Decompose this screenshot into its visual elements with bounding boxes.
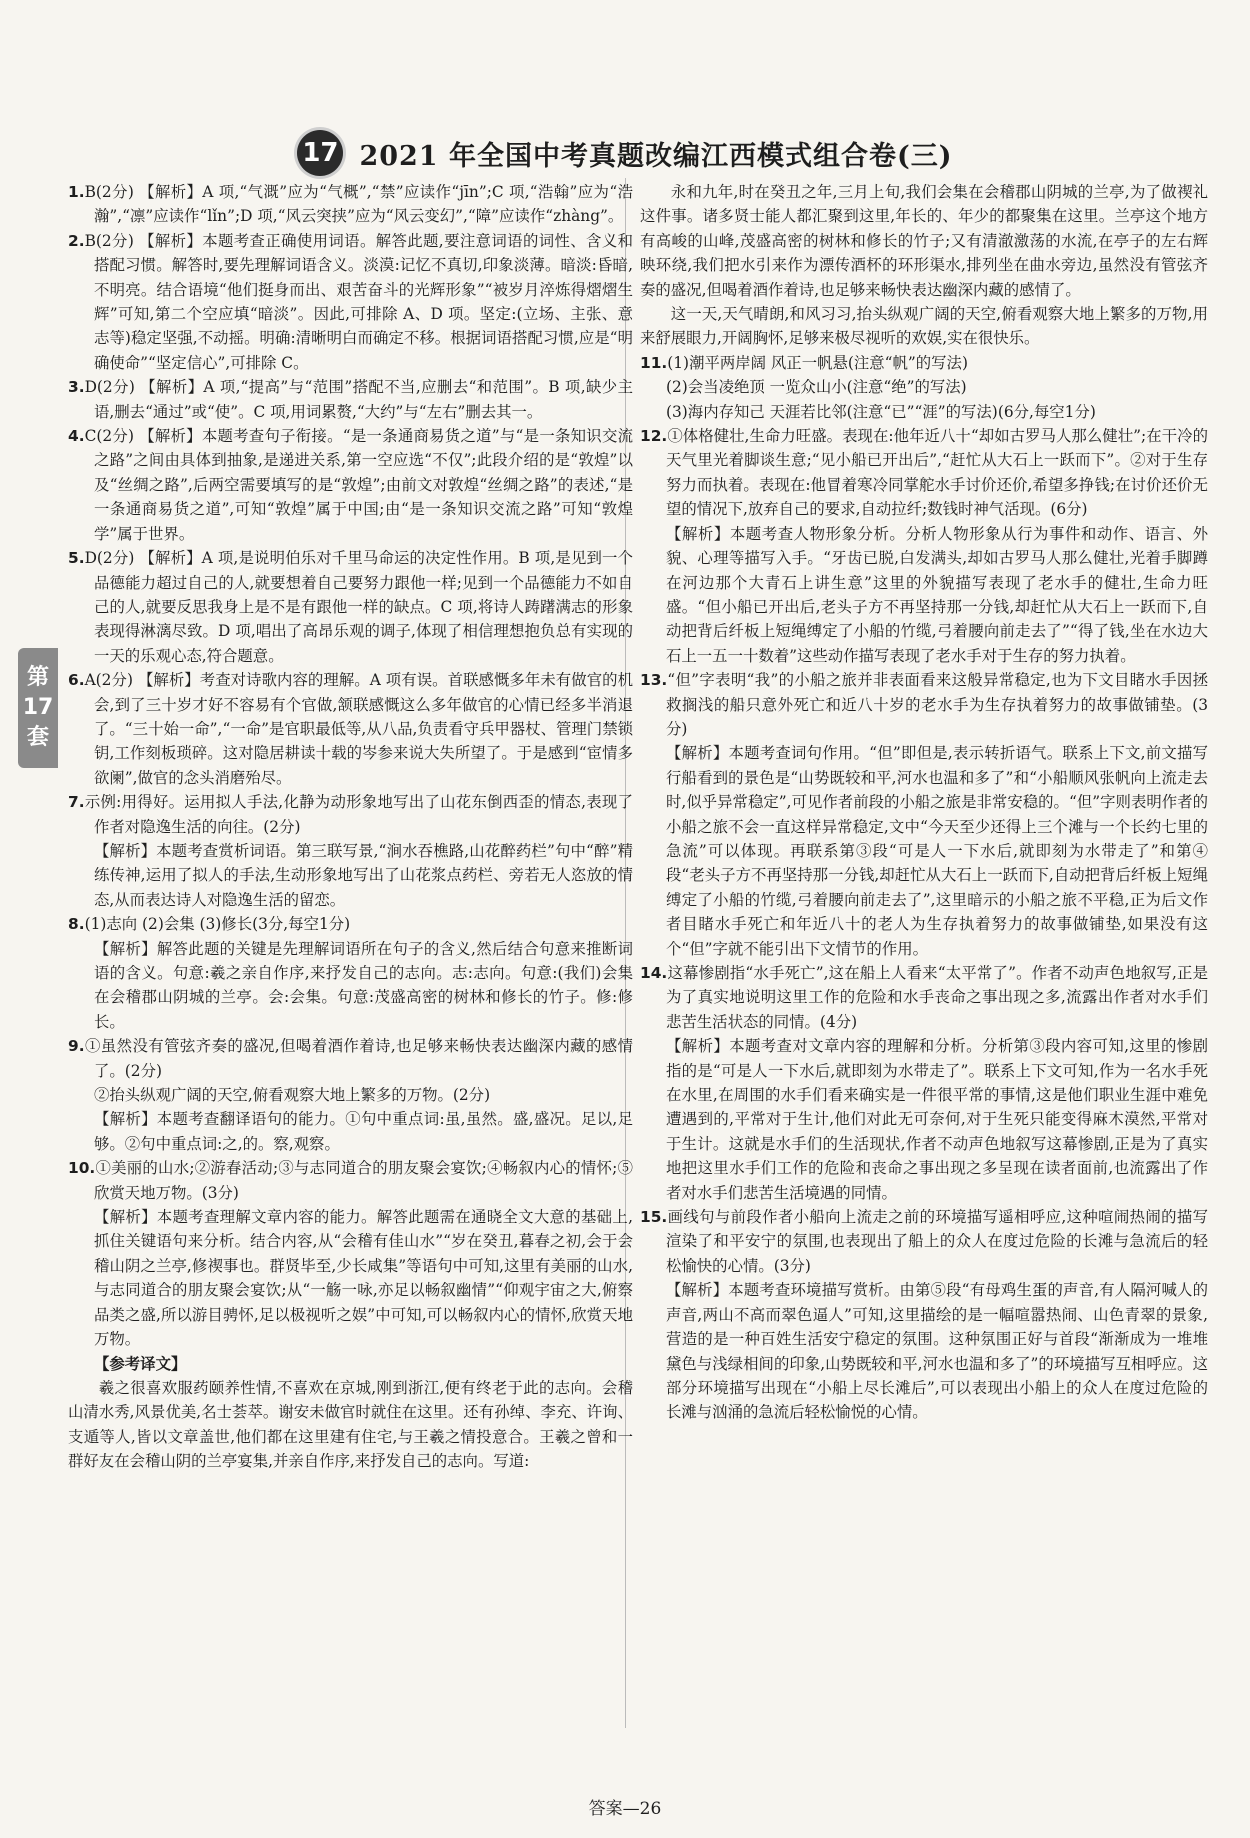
analysis-text: 【解析】本题考查人物形象分析。分析人物形象从行为事件和动作、语言、外貌、心理等描写入手。“牙齿已脱,白发满头,却如古罗马人那么健壮,光着手脚蹲在河边那个大青石上讲生意”这里的外貌描写表现了老水手的健壮,生命力旺盛。“但小船已开出后,老头子方不再坚持那一分钱,却赶忙从大石上一跃而下,自动把背后纤板上短绳缚定了小船的竹缆,弓着腰向前走去了”“得了钱,坐在水边大石上一五一十数着”这些动作描写表现了老水手对于生存的努力执着。: [666, 524, 1208, 665]
answer-item: [68, 229, 633, 375]
side-tab-text-1: 第: [26, 665, 49, 690]
set-number-badge: 17: [297, 130, 343, 176]
page-number: 答案—26: [588, 1799, 662, 1819]
analysis-text: 【解析】本题考查理解文章内容的能力。解答此题需在通晓全文大意的基础上,抓住关键语句来分析。结合内容,从“会稽有佳山水”“岁在癸丑,暮春之初,会于会稽山阴之兰亭,修禊事也。群贤毕至,少长咸集”等语句中可知,这里有美丽的山水,与志同道合的朋友聚会宴饮;从“一觞一咏,亦足以畅叙幽情”“仰观宇宙之大,俯察品类之盛,所以游目骋怀,足以极视听之娱”中可知,可以畅叙内心的情怀,欣赏天地万物。: [94, 1208, 633, 1349]
answer-item: [640, 1205, 1208, 1278]
side-tab-text-3: 套: [26, 725, 49, 750]
translation-paragraph: 羲之很喜欢服药颐养性情,不喜欢在京城,刚到浙江,便有终老于此的志向。会稽山清水秀,风景优美,名士荟萃。谢安未做官时就住在这里。还有孙绰、李充、许询、支遁等人,皆以文章盖世,他们都在这里建有住宅,与王羲之情投意合。王羲之曾和一群好友在会稽山阴的兰亭宴集,并亲自作序,来抒发自己的志向。写道:: [68, 1378, 633, 1471]
answer-item: [68, 546, 633, 668]
answer-text: C(2分) 【解析】本题考查句子衔接。“是一条通商易货之道”与“是一条知识交流之路”之间由具体到抽象,是递进关系,第一空应选“不仅”;此段介绍的是“敦煌”以及“丝绸之路”,后两空需要填写的是“敦煌”;由前文对敦煌“丝绸之路”的表述,“是一条通商易货之道”,可知“敦煌”属于中国;由“是一条知识交流之路”可知“敦煌学”属于世界。: [84, 427, 633, 543]
question-number: 8.: [68, 915, 85, 934]
analysis-text: 【解析】本题考查词句作用。“但”即但是,表示转折语气。联系上下文,前文描写行船看到的景色是“山势既较和平,河水也温和多了”和“小船顺风张帆向上流走去时,似乎异常稳定”,可见作者前段的小船之旅是非常安稳的。“但”字则表明作者的小船之旅不会一直这样异常稳定,文中“今天至少还得上三个滩与一个长约七里的急流”可以体现。再联系第③段“可是人一下水后,就即刻为水带走了”和第④段“老头子方不再坚持那一分钱,却赶忙从大石上一跃而下,自动把背后纤板上短绳缚定了小船的竹缆,弓着腰向前走去了”,这里暗示的小船之旅不平稳,正为后文作者目睹水手死亡和年近八十的老人为生存执着努力的故事做铺垫,如果没有这个“但”字就不能引出下文情节的作用。: [666, 744, 1208, 958]
answer-item: [68, 912, 633, 936]
question-number: 3.: [68, 378, 85, 397]
page-header: [0, 128, 1250, 178]
left-column: [68, 180, 633, 1474]
set-side-tab: [18, 648, 58, 768]
question-number: 4.: [68, 427, 85, 446]
question-number: 6.: [68, 671, 85, 690]
answer-text: (1)志向 (2)会集 (3)修长(3分,每空1分): [84, 915, 351, 934]
translation-paragraph: 永和九年,时在癸丑之年,三月上旬,我们会集在会稽郡山阴城的兰亭,为了做禊礼这件事。诸多贤士能人都汇聚到这里,年长的、年少的都聚集在这里。兰亭这个地方有高峻的山峰,茂盛高密的树林和修长的竹子;又有清澈激荡的水流,在亭子的左右辉映环绕,我们把水引来作为漂传酒杯的环形渠水,排列坐在曲水旁边,虽然没有管弦齐奏的盛况,但喝着酒作着诗,也足够来畅快表达幽深内藏的感情了。: [640, 183, 1208, 299]
analysis-text: (3)海内存知己 天涯若比邻(注意“已”“涯”的写法)(6分,每空1分): [666, 402, 1096, 421]
answer-item: [68, 1156, 633, 1205]
answer-text: A(2分) 【解析】考查对诗歌内容的理解。A 项有误。首联感慨多年未有做官的机会,到了三十岁才好不容易有个官做,颔联感慨这么多年做官的心情已经多半消退了。“三十始一命”,“一命”是官职最低等,从八品,负责看守兵甲器杖、管理门禁锁钥,工作刻板琐碎。这对隐居耕读十载的岑参来说大失所望了。于是感到“宦情多欲阑”,做官的念头消磨殆尽。: [84, 671, 633, 787]
question-number: 2.: [68, 231, 85, 250]
question-number: 10.: [68, 1159, 96, 1178]
question-number: 1.: [68, 183, 85, 201]
right-column: [640, 180, 1208, 1425]
analysis-text: (2)会当凌绝顶 一览众山小(注意“绝”的写法): [666, 378, 967, 397]
answer-text: ①虽然没有管弦齐奏的盛况,但喝着酒作着诗,也足够来畅快表达幽深内藏的感情了。(2分): [84, 1037, 633, 1080]
analysis-text: 【解析】解答此题的关键是先理解词语所在句子的含义,然后结合句意来推断词语的含义。句意:羲之亲自作序,来抒发自己的志向。志:志向。句意:(我们)会集在会稽郡山阴城的兰亭。会:会集。句意:茂盛高密的树林和修长的竹子。修:修长。: [94, 939, 633, 1031]
answer-text: B(2分) 【解析】A 项,“气溉”应为“气概”,“禁”应读作“jīn”;C 项,“浩翰”应为“浩瀚”,“凛”应读作“lǐn”;D 项,“风云突挟”应为“风云变幻”,“障”应读作“zhàng”。: [84, 183, 633, 226]
answer-text: (1)潮平两岸阔 风正一帆悬(注意“帆”的写法): [667, 353, 968, 372]
answer-item: [640, 351, 1208, 375]
answer-text: D(2分) 【解析】A 项,“提高”与“范围”搭配不当,应删去“和范围”。B 项,缺少主语,删去“通过”或“使”。C 项,用词累赘,“大约”与“左右”删去其一。: [84, 378, 633, 421]
question-number: 5.: [68, 549, 85, 568]
section-label: 【参考译文】: [94, 1354, 187, 1373]
question-number: 7.: [68, 793, 85, 812]
answer-item: [68, 790, 633, 839]
question-number: 15.: [640, 1208, 668, 1227]
question-number: 14.: [640, 964, 668, 982]
answer-text: 这幕惨剧指“水手死亡”,这在船上人看来“太平常了”。作者不动声色地叙写,正是为了真实地说明这里工作的危险和水手丧命之事出现之多,流露出作者对水手们悲苦生活状态的同情。(4分): [666, 964, 1208, 1031]
answer-text: 示例:用得好。运用拟人手法,化静为动形象地写出了山花东倒西歪的情态,表现了作者对隐逸生活的向往。(2分): [84, 793, 633, 836]
answer-item: [68, 668, 633, 790]
question-number: 12.: [640, 427, 668, 446]
translation-paragraph: 这一天,天气晴朗,和风习习,抬头纵观广阔的天空,俯看观察大地上繁多的万物,用来舒展眼力,开阔胸怀,足够来极尽视听的欢娱,实在很快乐。: [640, 305, 1208, 348]
answer-text: ①体格健壮,生命力旺盛。表现在:他年近八十“却如古罗马人那么健壮”;在干冷的天气里光着脚谈生意;“见小船已开出后”,“赶忙从大石上一跃而下”。②对于生存努力而执着。表现在:他冒着寒冷同掌舵水手讨价还价,希望多挣钱;在讨价还价无望的情况下,放弃自己的要求,自动拉纤;数钱时神气活现。(6分): [666, 427, 1208, 519]
answer-item: [68, 1034, 633, 1083]
analysis-text: 【解析】本题考查翻译语句的能力。①句中重点词:虽,虽然。盛,盛况。足以,足够。②句中重点词:之,的。察,观察。: [94, 1110, 633, 1153]
question-number: 9.: [68, 1037, 85, 1056]
answer-text: D(2分) 【解析】A 项,是说明伯乐对千里马命运的决定性作用。B 项,是见到一个品德能力超过自己的人,就要想着自己要努力跟他一样;见到一个品德能力不如自己的人,就要反思我身上是不是有跟他一样的缺点。C 项,将诗人踌躇满志的形象表现得淋漓尽致。D 项,唱出了高昂乐观的调子,体现了相信理想抱负总有实现的一天的乐观心态,符合题意。: [84, 549, 633, 665]
answer-text: B(2分) 【解析】本题考查正确使用词语。解答此题,要注意词语的词性、含义和搭配习惯。解答时,要先理解词语含义。淡漠:记忆不真切,印象淡薄。暗淡:昏暗,不明亮。结合语境“他们挺身而出、艰苦奋斗的光辉形象”“被岁月淬炼得熠熠生辉”可知,第二个空应填“暗淡”。因此,可排除 A、D 项。坚定:(立场、主张、意志等)稳定坚强,不动摇。明确:清晰明白而确定不移。根据词语搭配习惯,应是“明确使命”“坚定信心”,可排除 C。: [84, 231, 633, 372]
answer-text: ①美丽的山水;②游春活动;③与志同道合的朋友聚会宴饮;④畅叙内心的情怀;⑤欣赏天地万物。(3分): [94, 1159, 633, 1202]
answer-text: “但”字表明“我”的小船之旅并非表面看来这般异常稳定,也为下文目睹水手因拯救搁浅的船只意外死亡和近八十岁的老水手为生存执着努力的故事做铺垫。(3分): [666, 671, 1208, 738]
answer-item: [68, 180, 633, 229]
analysis-text: 【解析】本题考查对文章内容的理解和分析。分析第③段内容可知,这里的惨剧指的是“可是人一下水后,就即刻为水带走了”。联系上下文可知,作为一名水手死在水里,在周围的水手们看来确实是一件很平常的事情,这是他们职业生涯中难免遭遇到的,平常对于生计,他们对此无可奈何,对于生死只能变得麻木漠然,平常对于生计。这就是水手们的生活现状,作者不动声色地叙写这幕惨剧,正是为了真实地把这里水手们工作的危险和丧命之事出现之多呈现在读者面前,也流露出了作者对水手们悲苦生活境遇的同情。: [666, 1037, 1208, 1202]
analysis-text: 【解析】本题考查环境描写赏析。由第⑤段“有母鸡生蛋的声音,有人隔河喊人的声音,两山不高而翠色逼人”可知,这里描绘的是一幅喧嚣热闹、山色青翠的景象,营造的是一种百姓生活安宁稳定的氛围。这种氛围正好与首段“渐渐成为一堆堆黛色与浅绿相间的印象,山势既较和平,河水也温和多了”的环境描写互相呼应。这部分环境描写出现在“小船上尽长滩后”,可以表现出小船上的众人在度过危险的长滩与汹涌的急流后轻松愉悦的心情。: [666, 1281, 1208, 1422]
page-title: 2021 年全国中考真题改编江西模式组合卷(三): [359, 140, 953, 172]
question-number: 11.: [640, 353, 668, 372]
answer-item: [68, 424, 633, 546]
side-tab-text-2: 17: [22, 695, 54, 720]
answer-item: [640, 668, 1208, 741]
answer-text: 画线句与前段作者小船向上流走之前的环境描写遥相呼应,这种喧闹热闹的描写渲染了和平安宁的氛围,也表现出了船上的众人在度过危险的长滩与急流后的轻松愉快的心情。(3分): [666, 1208, 1208, 1275]
answer-item: [640, 424, 1208, 522]
analysis-text: 【解析】本题考查赏析词语。第三联写景,“涧水吞樵路,山花醉药栏”句中“醉”精练传神,运用了拟人的手法,生动形象地写出了山花浆点药栏、旁若无人恣放的情态,从而表达诗人对隐逸生活的留恋。: [94, 841, 633, 909]
analysis-text: ②抬头纵观广阔的天空,俯看观察大地上繁多的万物。(2分): [94, 1086, 491, 1105]
answer-item: [68, 375, 633, 424]
question-number: 13.: [640, 671, 668, 690]
answer-item: [640, 961, 1208, 1034]
